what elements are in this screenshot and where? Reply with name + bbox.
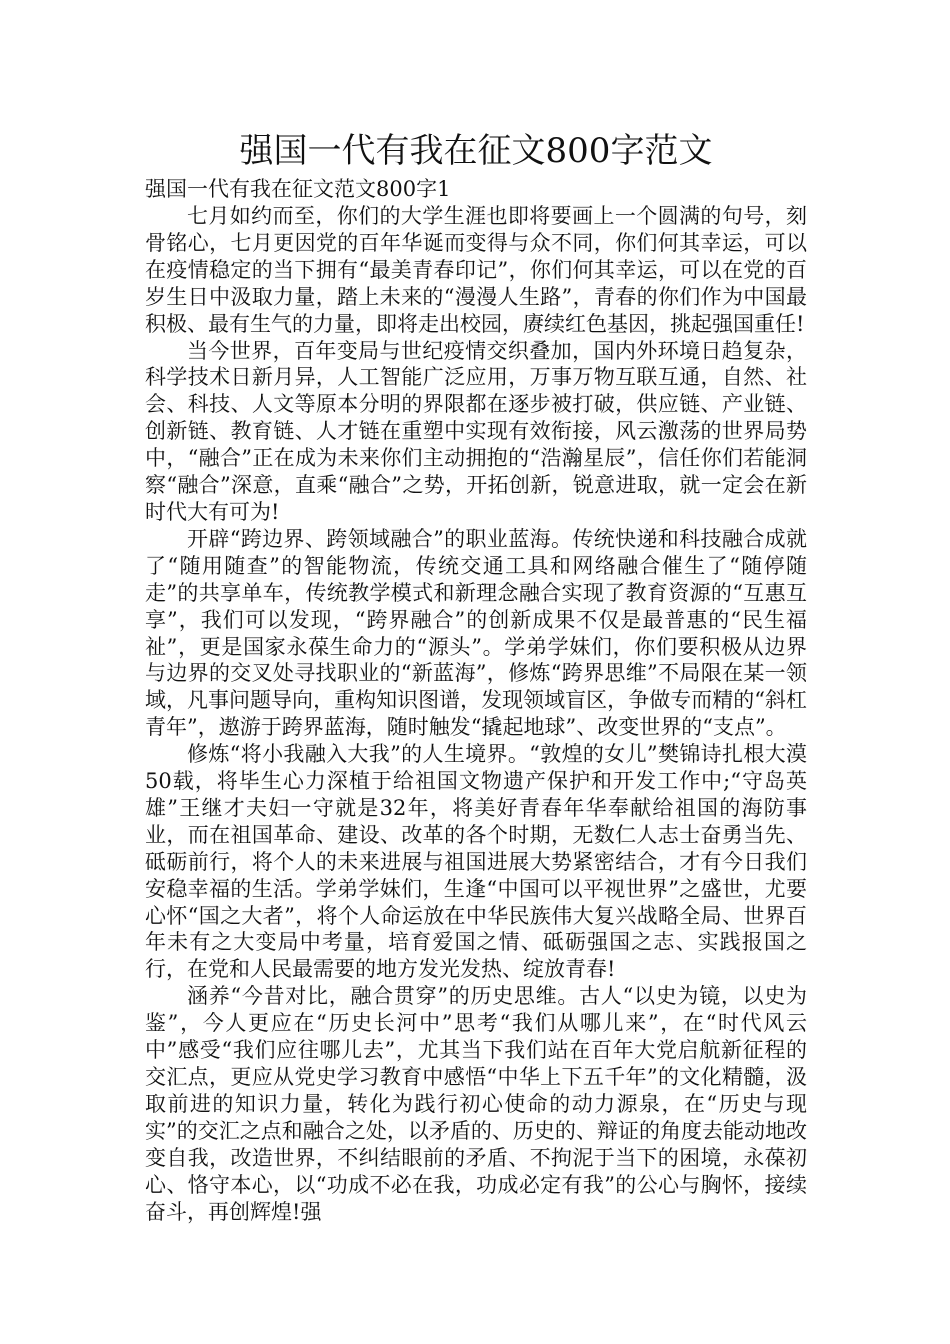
paragraph-2: 当今世界，百年变局与世纪疫情交织叠加，国内外环境日趋复杂，科学技术日新月异，人工智能广泛应用，万事万物互联互通，自然、社会、科技、人文等原本分明的界限都在逐步被打破，供应链、产业链、创新链、教育链、人才链在重塑中实现有效衔接，风云激荡的世界局势中，“融合”正在成为未来你们主动拥抱的“浩瀚星辰”，信任你们若能洞察“融合”深意，直乘“融合”之势，开拓创新，锐意进取，就一定会在新时代大有可为! — [145, 338, 807, 524]
section-subtitle: 强国一代有我在征文范文800字1 — [145, 177, 451, 201]
paragraph-5: 涵养“今昔对比，融合贯穿”的历史思维。古人“以史为镜，以史为鉴”，今人更应在“历史长河中”思考“我们从哪儿来”，在“时代风云中”感受“我们应往哪儿去”，尤其当下我们站在百年大党启航新征程的交汇点，更应从党史学习教育中感悟“中华上下五千年”的文化精髓，汲取前进的知识力量，转化为践行初心使命的动力源泉，在“历史与现实”的交汇之点和融合之处，以矛盾的、历史的、辩证的角度去能动地改变自我，改造世界，不纠结眼前的矛盾、不拘泥于当下的困境，永葆初心、恪守本心，以“功成不必在我，功成必定有我”的公心与胸怀，接续奋斗，再创辉煌!强 — [145, 984, 807, 1224]
paragraph-4: 修炼“将小我融入大我”的人生境界。“敦煌的女儿”樊锦诗扎根大漠50载，将毕生心力深植于给祖国文物遗产保护和开发工作中;“守岛英雄”王继才夫妇一守就是32年，将美好青春年华奉献给祖国的海防事业，而在祖国革命、建设、改革的各个时期，无数仁人志士奋勇当先、砥砺前行，将个人的未来进展与祖国进展大势紧密结合，才有今日我们安稳幸福的生活。学弟学妹们，生逢“中国可以平视世界”之盛世，尤要心怀“国之大者”，将个人命运放在中华民族伟大复兴战略全局、世界百年未有之大变局中考量，培育爱国之情、砥砺强国之志、实践报国之行，在党和人民最需要的地方发光发热、绽放青春! — [145, 742, 807, 982]
paragraph-3: 开辟“跨边界、跨领域融合”的职业蓝海。传统快递和科技融合成就了“随用随查”的智能物流，传统交通工具和网络融合催生了“随停随走”的共享单车，传统教学模式和新理念融合实现了教育资源的“互惠互享”，我们可以发现，“跨界融合”的创新成果不仅是最普惠的“民生福祉”，更是国家永葆生命力的“源头”。学弟学妹们，你们要积极从边界与边界的交叉处寻找职业的“新蓝海”，修炼“跨界思维”不局限在某一领域，凡事问题导向，重构知识图谱，发现领域盲区，争做专而精的“斜杠青年”，遨游于跨界蓝海，随时触发“撬起地球”、改变世界的“支点”。 — [145, 526, 807, 740]
paragraph-1: 七月如约而至，你们的大学生涯也即将要画上一个圆满的句号，刻骨铭心，七月更因党的百年华诞而变得与众不同，你们何其幸运，可以在疫情稳定的当下拥有“最美青春印记”，你们何其幸运，可以在党的百岁生日中汲取力量，踏上未来的“漫漫人生路”，青春的你们作为中国最积极、最有生气的力量，即将走出校园，赓续红色基因，挑起强国重任! — [145, 204, 807, 336]
document-title: 强国一代有我在征文800字范文 — [239, 131, 713, 171]
document-page — [145, 128, 807, 1225]
